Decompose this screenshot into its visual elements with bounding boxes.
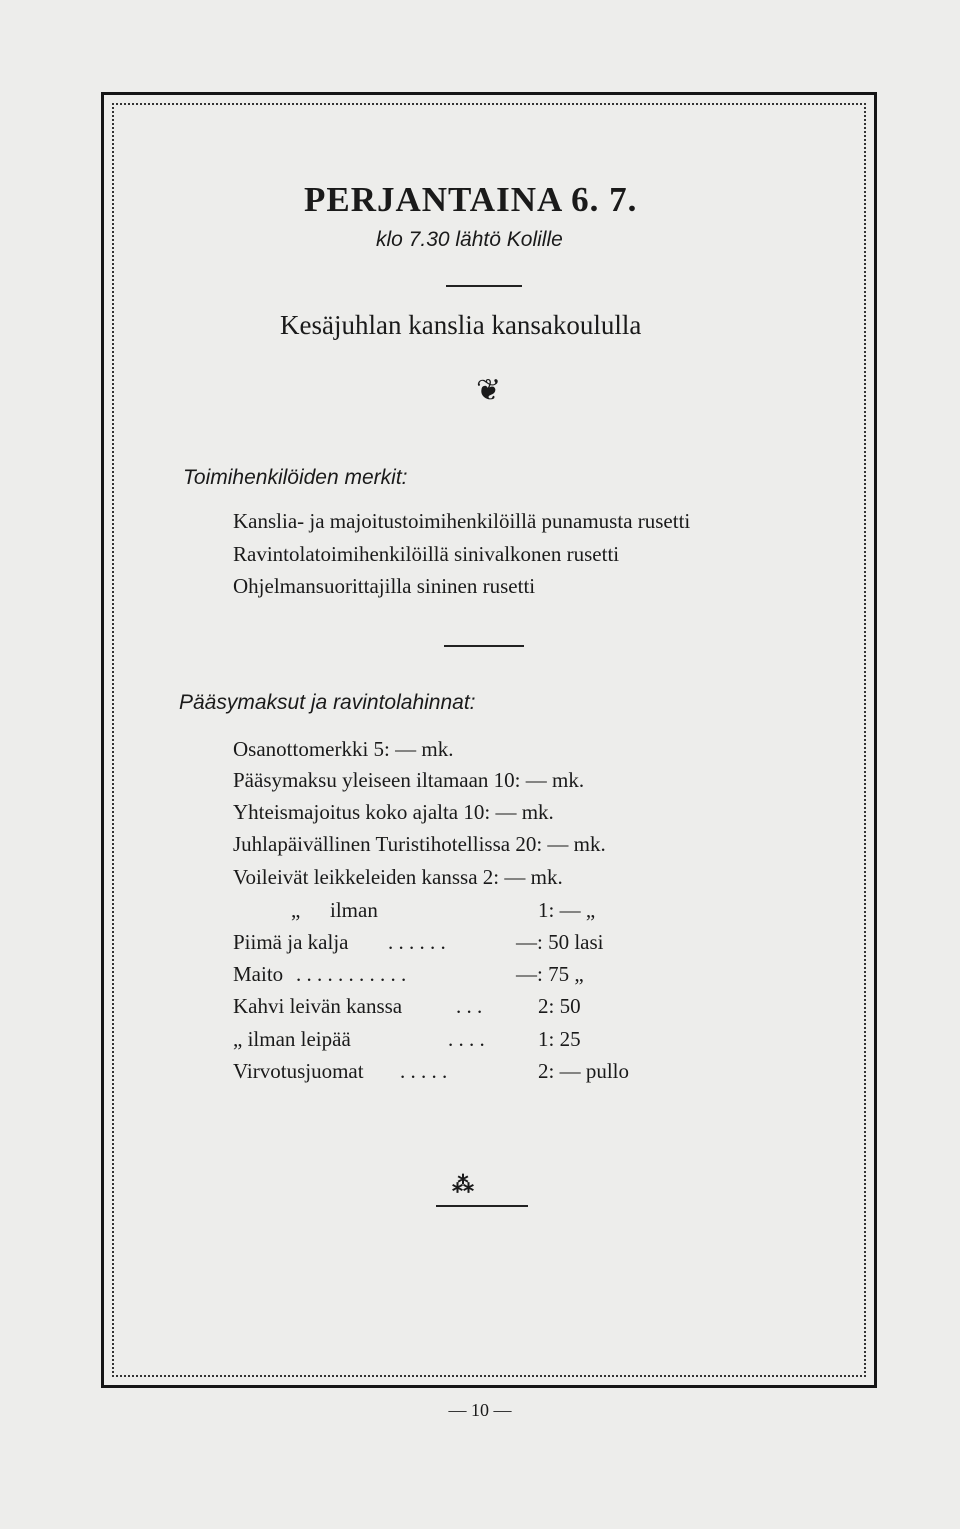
ornament-icon: ❦ bbox=[476, 374, 502, 407]
price-list-value: —: 75 „ bbox=[516, 962, 584, 986]
price-list-label: Piimä ja kalja bbox=[233, 930, 349, 954]
price-list-dots: . . . . bbox=[448, 1027, 485, 1051]
prices-heading: Pääsymaksut ja ravintolahinnat: bbox=[179, 691, 476, 714]
price-list-label: Virvotusjuomat bbox=[233, 1059, 364, 1083]
price-item: Pääsymaksu yleiseen iltamaan 10: — mk. bbox=[233, 768, 585, 792]
price-list-value: 1: 25 bbox=[538, 1027, 581, 1051]
badge-item: Kanslia- ja majoitustoimihenkilöillä punamusta rusetti bbox=[233, 509, 691, 533]
page-border-inner bbox=[112, 103, 866, 1377]
flourish-icon: ⁂ bbox=[452, 1172, 472, 1197]
page-title: PERJANTAINA 6. 7. bbox=[304, 180, 638, 219]
price-list-value: 2: — pullo bbox=[538, 1059, 630, 1083]
divider-top bbox=[446, 285, 522, 287]
badge-item: Ravintolatoimihenkilöillä sinivalkonen rusetti bbox=[233, 542, 620, 566]
departure-subtitle: klo 7.30 lähtö Kolille bbox=[376, 228, 563, 251]
divider-middle bbox=[444, 645, 524, 647]
price-item: Yhteismajoitus koko ajalta 10: — mk. bbox=[233, 800, 554, 824]
price-item: Juhlapäivällinen Turistihotellissa 20: — mk. bbox=[233, 832, 606, 856]
price-list-value: —: 50 lasi bbox=[516, 930, 604, 954]
price-list-dots: . . . . . . . . . . . bbox=[296, 962, 407, 986]
price-item-value: 1: — „ bbox=[538, 898, 596, 922]
price-list-label: „ ilman leipää bbox=[233, 1027, 351, 1051]
price-list-dots: . . . bbox=[456, 994, 483, 1018]
price-list-value: 2: 50 bbox=[538, 994, 581, 1018]
badge-item: Ohjelmansuorittajilla sininen rusetti bbox=[233, 574, 536, 598]
badges-heading: Toimihenkilöiden merkit: bbox=[183, 466, 408, 489]
price-list-dots: . . . . . . bbox=[388, 930, 446, 954]
price-list-label: Kahvi leivän kanssa bbox=[233, 994, 403, 1018]
ditto-mark: „ bbox=[291, 898, 301, 922]
price-item-label: ilman bbox=[330, 898, 378, 922]
price-item: Osanottomerkki 5: — mk. bbox=[233, 737, 454, 761]
price-list-dots: . . . . . bbox=[400, 1059, 448, 1083]
price-list-label: Maito bbox=[233, 962, 284, 986]
office-location: Kesäjuhlan kanslia kansakoululla bbox=[280, 310, 642, 340]
page-number: — 10 — bbox=[448, 1400, 512, 1420]
price-item: Voileivät leikkeleiden kanssa 2: — mk. bbox=[233, 865, 563, 889]
divider-bottom bbox=[436, 1205, 528, 1207]
